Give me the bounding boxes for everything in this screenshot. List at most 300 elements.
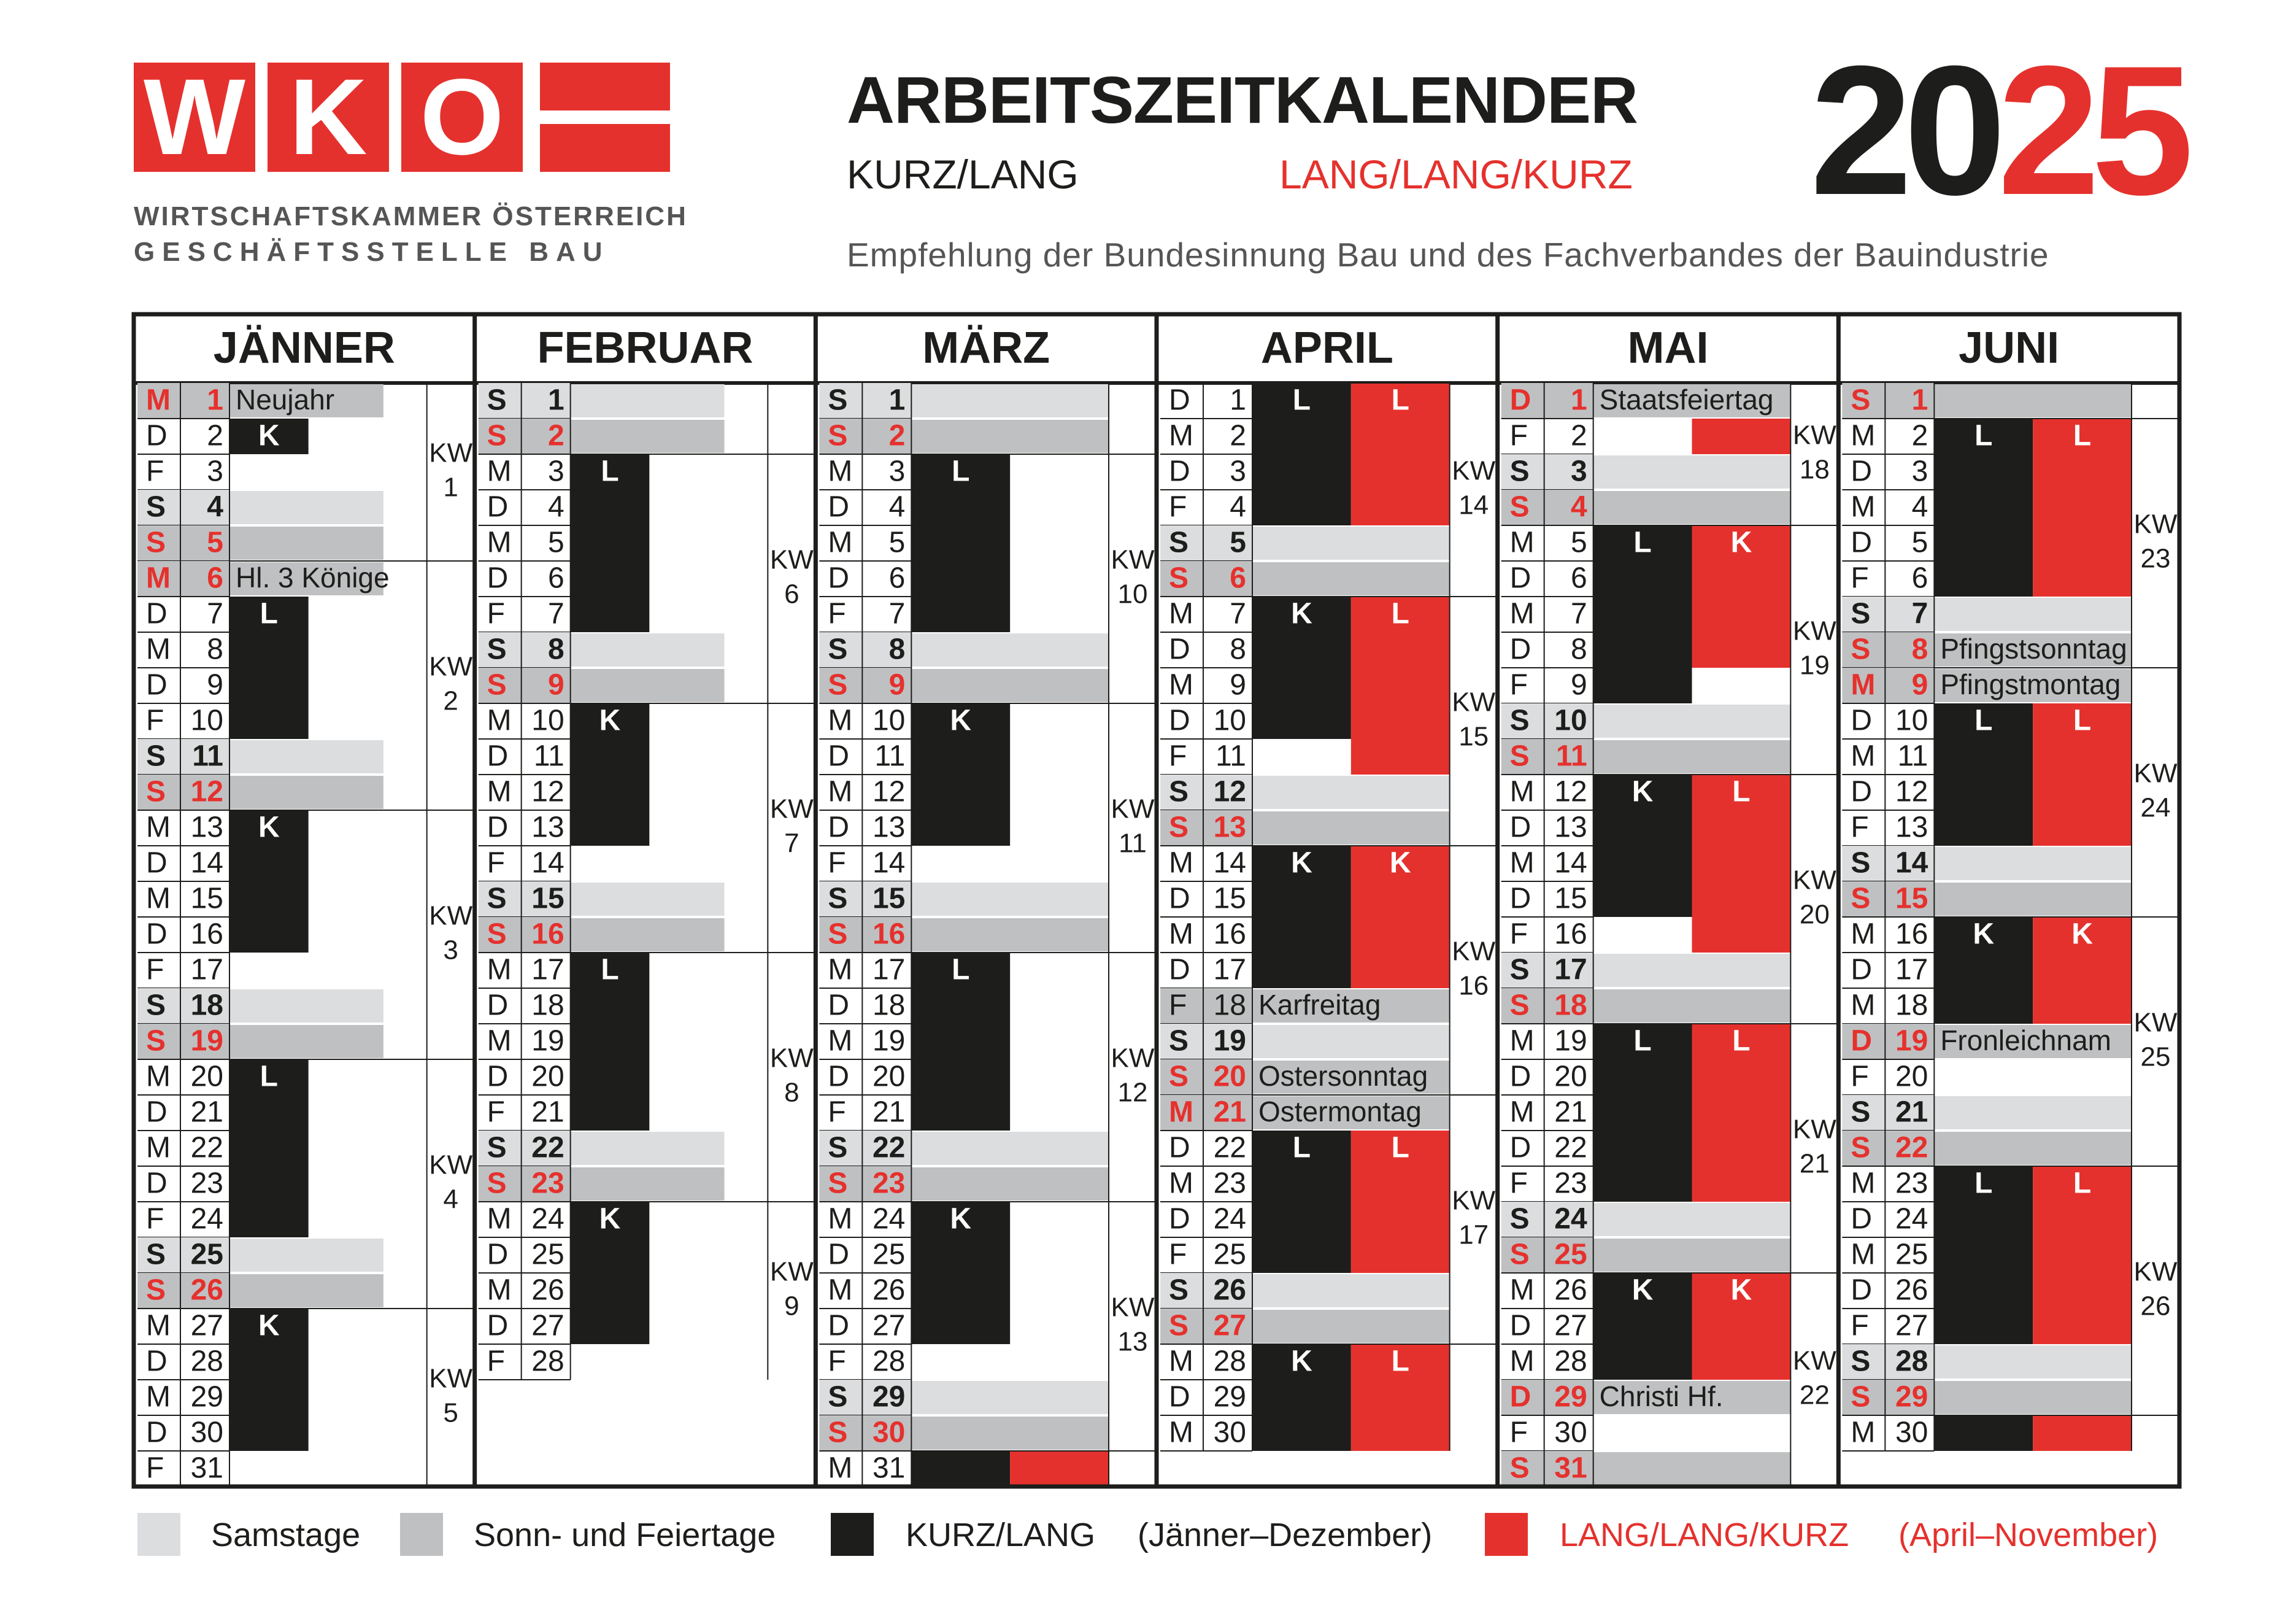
kw-label: KW (2133, 509, 2178, 539)
day-letter: D (1509, 1309, 1531, 1342)
day-letter: S (1169, 1024, 1189, 1058)
day-letter: D (146, 918, 168, 951)
day-letter: M (1509, 526, 1535, 559)
kw-number: 9 (784, 1291, 799, 1321)
day-letter: D (828, 490, 850, 524)
day-number: 23 (872, 1167, 906, 1200)
day-letter: S (487, 668, 507, 702)
day-letter: F (828, 846, 846, 880)
day-letter: M (828, 1452, 853, 1485)
day-number: 3 (547, 455, 564, 488)
kurz-lang-bar-label: K (599, 704, 621, 737)
day-number: 25 (1554, 1238, 1587, 1271)
day-number: 10 (190, 704, 223, 737)
day-number: 3 (1570, 455, 1587, 488)
day-row-bg (571, 883, 725, 916)
day-letter: F (487, 597, 505, 630)
day-number: 13 (190, 811, 223, 844)
day-number: 22 (872, 1131, 906, 1164)
day-number: 5 (547, 526, 564, 559)
kw-number: 18 (1799, 454, 1830, 485)
day-number: 19 (531, 1024, 564, 1058)
day-number: 3 (888, 455, 906, 488)
day-letter: M (146, 1309, 171, 1342)
day-number: 4 (1230, 490, 1246, 524)
day-number: 23 (1213, 1167, 1246, 1200)
day-letter: M (1851, 419, 1876, 452)
kurz-lang-bar-label: K (950, 704, 972, 737)
kw-number: 1 (443, 472, 458, 503)
day-number: 12 (531, 775, 564, 808)
day-row-bg (1934, 883, 2132, 916)
day-number: 18 (1895, 989, 1928, 1022)
logo-letter-w: W (134, 63, 255, 172)
day-letter: S (487, 419, 507, 452)
day-letter: S (146, 1238, 166, 1271)
day-row-bg (1934, 1381, 2132, 1414)
day-row-bg (229, 527, 383, 560)
day-number: 27 (1895, 1309, 1928, 1342)
day-letter: D (1851, 775, 1873, 808)
holiday-label: Ostersonntag (1258, 1060, 1428, 1092)
day-number: 21 (1554, 1096, 1587, 1129)
day-letter: F (1509, 1416, 1528, 1449)
holiday-label: Staatsfeiertag (1599, 384, 1774, 416)
day-row-bg (1593, 989, 1791, 1023)
day-number: 4 (547, 490, 564, 524)
day-letter: M (828, 775, 853, 808)
day-number: 12 (1895, 775, 1928, 808)
day-row-bg (911, 918, 1109, 951)
day-number: 5 (207, 526, 223, 559)
day-number: 7 (888, 597, 906, 630)
kurz-lang-bar-label: K (258, 1309, 280, 1342)
day-row-bg (1593, 1203, 1791, 1236)
day-number: 10 (872, 704, 906, 737)
kurz-lang-bar-label: L (1974, 1167, 1993, 1200)
day-number: 10 (1554, 704, 1587, 737)
day-number: 6 (1570, 562, 1587, 595)
day-number: 26 (872, 1274, 906, 1307)
day-letter: S (828, 1380, 848, 1413)
day-number: 19 (1554, 1024, 1587, 1058)
day-letter: M (146, 633, 171, 666)
day-letter: S (828, 419, 848, 452)
day-letter: M (1509, 775, 1535, 808)
day-number: 28 (531, 1345, 564, 1378)
kw-number: 6 (784, 579, 799, 609)
day-number: 26 (1554, 1274, 1587, 1307)
day-letter: D (1169, 633, 1190, 666)
day-letter: M (146, 1380, 171, 1413)
day-letter: D (1169, 704, 1190, 737)
day-number: 13 (1895, 811, 1928, 844)
day-number: 17 (1213, 953, 1246, 986)
kw-number: 4 (443, 1184, 458, 1215)
day-letter: S (1851, 1345, 1871, 1378)
kurz-lang-bar-label: K (1631, 775, 1654, 808)
day-letter: D (1169, 953, 1190, 986)
day-letter: D (1169, 384, 1190, 417)
day-letter: S (1851, 1131, 1871, 1164)
holiday-label: Pfingstmontag (1940, 668, 2121, 701)
logo-line-1: WIRTSCHAFTSKAMMER ÖSTERREICH (134, 201, 688, 231)
day-letter: M (828, 1202, 853, 1235)
day-number: 10 (531, 704, 564, 737)
day-number: 25 (531, 1238, 564, 1271)
day-letter: D (1509, 1131, 1531, 1164)
legend-sunday-swatch (400, 1513, 443, 1556)
day-number: 16 (1554, 918, 1587, 951)
day-number: 2 (888, 419, 906, 452)
day-number: 2 (1911, 419, 1928, 452)
day-number: 12 (1554, 775, 1587, 808)
day-letter: S (487, 1131, 507, 1164)
day-letter: D (1851, 1274, 1873, 1307)
day-number: 9 (1570, 668, 1587, 702)
day-letter: D (1509, 562, 1531, 595)
day-number: 31 (872, 1452, 906, 1485)
day-row-bg (229, 1274, 383, 1307)
day-letter: D (146, 846, 168, 880)
lang-lang-kurz-bar (1692, 419, 1791, 454)
kurz-lang-bar-label: L (1633, 1024, 1652, 1058)
day-row-bg (1252, 811, 1450, 845)
kw-label: KW (769, 794, 814, 824)
day-letter: S (828, 384, 848, 417)
day-letter: S (1509, 953, 1530, 986)
kurz-lang-bar-label: L (1633, 526, 1652, 559)
kw-label: KW (1111, 1043, 1155, 1073)
day-number: 9 (207, 668, 223, 702)
day-number: 19 (1895, 1024, 1928, 1058)
day-number: 30 (872, 1416, 906, 1449)
day-letter: M (1169, 1096, 1193, 1129)
day-number: 21 (531, 1096, 564, 1129)
day-letter: M (487, 455, 512, 488)
day-number: 24 (1554, 1202, 1587, 1235)
day-letter: M (487, 775, 512, 808)
day-letter: S (146, 1274, 166, 1307)
day-row-bg (1593, 1452, 1791, 1485)
day-row-bg (1252, 562, 1450, 595)
day-number: 23 (1895, 1167, 1928, 1200)
day-letter: D (146, 1096, 168, 1129)
day-letter: M (487, 1202, 512, 1235)
day-row-bg (571, 918, 725, 951)
day-number: 9 (1911, 668, 1928, 702)
day-letter: S (146, 775, 166, 808)
day-letter: M (1169, 846, 1193, 880)
day-letter: D (828, 740, 850, 773)
day-number: 18 (531, 989, 564, 1022)
day-letter: M (1169, 1416, 1193, 1449)
day-row-bg (229, 1025, 383, 1058)
kw-number: 21 (1799, 1148, 1830, 1179)
day-number: 15 (1895, 882, 1928, 915)
day-row-bg (1593, 740, 1791, 773)
kurz-lang-bar-label: K (1973, 918, 1995, 951)
kurz-lang-bar-label: K (258, 419, 280, 452)
day-number: 18 (190, 989, 223, 1022)
day-number: 15 (1554, 882, 1587, 915)
day-number: 1 (1570, 384, 1587, 417)
day-number: 24 (1213, 1202, 1246, 1235)
day-number: 22 (1213, 1131, 1246, 1164)
kw-number: 5 (443, 1398, 458, 1428)
day-row-bg (1593, 705, 1791, 738)
kurz-lang-bar-label: L (601, 953, 619, 986)
subtitle-kurz-lang: KURZ/LANG (847, 152, 1079, 197)
day-row-bg (1593, 954, 1791, 987)
day-number: 8 (1911, 633, 1928, 666)
day-letter: D (1509, 882, 1531, 915)
day-letter: S (1169, 1274, 1189, 1307)
day-number: 3 (207, 455, 223, 488)
day-letter: D (828, 562, 850, 595)
day-number: 11 (192, 740, 223, 773)
day-letter: M (1509, 1024, 1535, 1058)
day-letter: S (1851, 1380, 1871, 1413)
day-row-bg (911, 1381, 1109, 1414)
day-number: 14 (1213, 846, 1246, 880)
kw-number: 20 (1799, 899, 1830, 930)
day-number: 27 (1554, 1309, 1587, 1342)
day-letter: D (487, 989, 509, 1022)
day-number: 30 (1554, 1416, 1587, 1449)
day-number: 10 (1895, 704, 1928, 737)
day-letter: F (1169, 740, 1187, 773)
day-letter: D (1851, 1202, 1873, 1235)
day-row-bg (229, 491, 383, 524)
day-row-bg (1934, 1096, 2132, 1129)
day-number: 2 (207, 419, 223, 452)
day-letter: F (1851, 1309, 1869, 1342)
day-number: 4 (207, 490, 223, 524)
day-row-bg (1934, 598, 2132, 631)
day-number: 11 (1897, 740, 1928, 773)
day-number: 11 (1555, 740, 1587, 773)
day-number: 20 (190, 1060, 223, 1093)
lang-lang-kurz-bar-label: K (2071, 918, 2093, 951)
day-row-bg (229, 989, 383, 1023)
kw-number: 14 (1458, 490, 1489, 520)
day-letter: M (1509, 846, 1535, 880)
day-row-bg (229, 1239, 383, 1272)
kw-number: 7 (784, 828, 799, 859)
kurz-lang-bar-label: L (952, 953, 970, 986)
day-letter: F (1509, 1167, 1528, 1200)
day-number: 14 (1554, 846, 1587, 880)
day-letter: F (1509, 419, 1528, 452)
day-number: 9 (1230, 668, 1246, 702)
kurz-lang-bar-label: K (1291, 597, 1312, 630)
lang-lang-kurz-bar-label: L (2073, 1167, 2092, 1200)
lang-lang-kurz-bar-label: L (1732, 1024, 1751, 1058)
kw-label: KW (1792, 865, 1836, 895)
day-letter: D (487, 811, 509, 844)
day-number: 25 (872, 1238, 906, 1271)
day-number: 22 (531, 1131, 564, 1164)
day-letter: S (1169, 526, 1189, 559)
day-letter: D (146, 1345, 168, 1378)
legend-saturday-swatch (137, 1513, 180, 1556)
day-number: 5 (888, 526, 906, 559)
lang-lang-kurz-bar-label: L (1391, 384, 1409, 417)
day-letter: M (1169, 1345, 1193, 1378)
day-letter: D (487, 1060, 509, 1093)
day-letter: M (828, 526, 853, 559)
day-number: 8 (888, 633, 906, 666)
month-name-2: FEBRUAR (537, 323, 753, 373)
day-letter: F (146, 455, 164, 488)
day-row-bg (1252, 527, 1450, 560)
kurz-lang-bar-label: L (1974, 419, 1993, 452)
legend-lang-lang-kurz-period: (April–November) (1898, 1517, 2159, 1553)
day-number: 13 (531, 811, 564, 844)
kw-number: 25 (2140, 1042, 2171, 1072)
day-letter: S (1169, 562, 1189, 595)
day-row-bg (1593, 1239, 1791, 1272)
day-number: 5 (1230, 526, 1246, 559)
day-letter: D (1851, 455, 1873, 488)
day-letter: M (1851, 1167, 1876, 1200)
day-number: 25 (1213, 1238, 1246, 1271)
day-number: 6 (207, 562, 223, 595)
kw-number: 3 (443, 935, 458, 965)
day-letter: D (146, 597, 168, 630)
kw-number: 15 (1458, 721, 1489, 752)
day-letter: F (146, 1202, 164, 1235)
kurz-lang-bar (911, 1451, 1010, 1487)
lang-lang-kurz-bar-label: K (1730, 1274, 1752, 1307)
day-number: 9 (547, 668, 564, 702)
day-number: 30 (1213, 1416, 1246, 1449)
day-number: 16 (1213, 918, 1246, 951)
day-letter: F (1851, 811, 1869, 844)
day-number: 1 (1230, 384, 1246, 417)
day-number: 11 (874, 740, 906, 773)
day-letter: D (828, 811, 850, 844)
day-letter: M (1851, 1416, 1876, 1449)
legend-lang-lang-kurz-swatch (1485, 1513, 1528, 1556)
kurz-lang-bar-label: L (260, 597, 278, 630)
day-number: 24 (531, 1202, 564, 1235)
day-letter: S (1851, 882, 1871, 915)
day-number: 27 (190, 1309, 223, 1342)
kw-number: 19 (1799, 650, 1830, 681)
kurz-lang-bar-label: L (1292, 1131, 1311, 1164)
holiday-label: Hl. 3 Könige (236, 562, 390, 594)
day-number: 12 (872, 775, 906, 808)
day-letter: D (487, 1309, 509, 1342)
day-number: 10 (1213, 704, 1246, 737)
day-number: 26 (1213, 1274, 1246, 1307)
lang-lang-kurz-bar-label: L (1732, 775, 1751, 808)
lang-lang-kurz-bar (2033, 1415, 2132, 1451)
lang-lang-kurz-bar-label: L (2073, 704, 2092, 737)
month-name-5: MAI (1627, 323, 1709, 373)
day-letter: M (828, 1274, 853, 1307)
day-number: 29 (1895, 1380, 1928, 1413)
recommendation-text: Empfehlung der Bundesinnung Bau und des Fachverbandes der Bauindustrie (847, 236, 2049, 274)
day-row-bg (1252, 776, 1450, 809)
day-number: 27 (531, 1309, 564, 1342)
year-prefix: 20 (1810, 27, 1998, 233)
day-number: 19 (872, 1024, 906, 1058)
day-number: 25 (1895, 1238, 1928, 1271)
holiday-label: Christi Hf. (1599, 1380, 1724, 1413)
day-letter: D (1169, 1380, 1190, 1413)
subtitle-lang-lang-kurz: LANG/LANG/KURZ (1279, 152, 1633, 197)
day-letter: F (1851, 1060, 1869, 1093)
month-name-1: JÄNNER (213, 323, 395, 373)
day-letter: S (1169, 775, 1189, 808)
day-letter: F (146, 704, 164, 737)
day-number: 29 (1213, 1380, 1246, 1413)
kw-label: KW (429, 1150, 473, 1180)
day-row-bg (1934, 384, 2132, 417)
legend-sunday-label: Sonn- und Feiertage (474, 1517, 776, 1553)
day-number: 22 (1554, 1131, 1587, 1164)
kurz-lang-bar-label: K (1631, 1274, 1654, 1307)
kw-number: 24 (2140, 792, 2171, 823)
day-number: 21 (872, 1096, 906, 1129)
day-number: 26 (531, 1274, 564, 1307)
day-number: 17 (1554, 953, 1587, 986)
day-row-bg (571, 1167, 725, 1201)
kw-label: KW (1792, 1345, 1836, 1376)
day-letter: D (1509, 633, 1531, 666)
day-letter: D (1509, 384, 1531, 417)
day-row-bg (571, 669, 725, 702)
day-letter: S (146, 490, 166, 524)
day-letter: M (828, 704, 853, 737)
day-number: 28 (190, 1345, 223, 1378)
day-letter: S (1509, 1452, 1530, 1485)
day-letter: D (828, 1309, 850, 1342)
day-number: 3 (1230, 455, 1246, 488)
kw-number: 22 (1799, 1380, 1830, 1410)
holiday-label: Pfingstsonntag (1940, 633, 2127, 665)
day-letter: M (146, 811, 171, 844)
day-letter: S (487, 633, 507, 666)
day-number: 7 (207, 597, 223, 630)
legend-kurz-lang-period: (Jänner–Dezember) (1138, 1517, 1433, 1553)
day-number: 16 (190, 918, 223, 951)
day-number: 7 (547, 597, 564, 630)
day-number: 28 (872, 1345, 906, 1378)
day-number: 19 (190, 1024, 223, 1058)
day-row-bg (911, 384, 1109, 417)
day-number: 4 (888, 490, 906, 524)
day-row-bg (911, 669, 1109, 702)
day-row-bg (1934, 1345, 2132, 1378)
day-row-bg (571, 420, 725, 453)
day-row-bg (1252, 1310, 1450, 1343)
kw-label: KW (1452, 455, 1496, 486)
lang-lang-kurz-bar-label: K (1730, 526, 1752, 559)
day-row-bg (571, 633, 725, 667)
day-number: 1 (207, 384, 223, 417)
day-number: 23 (531, 1167, 564, 1200)
legend-saturday-label: Samstage (211, 1517, 361, 1553)
day-letter: F (828, 597, 846, 630)
day-letter: S (828, 918, 848, 951)
day-number: 29 (872, 1380, 906, 1413)
day-letter: M (1169, 1167, 1193, 1200)
lang-lang-kurz-bar-label: L (1391, 597, 1409, 630)
